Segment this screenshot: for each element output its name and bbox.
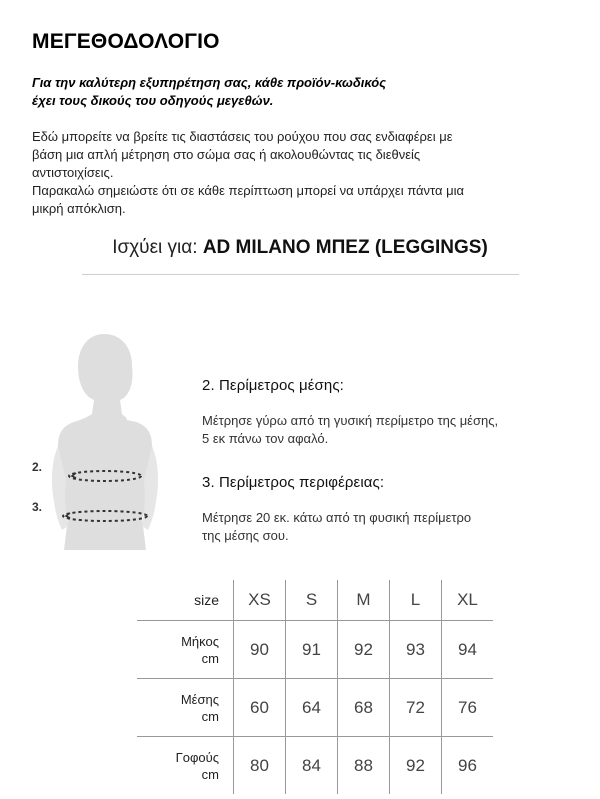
intro-bold-line: έχει τους δικούς του οδηγούς μεγεθών.: [32, 93, 274, 108]
table-header-row: [137, 580, 493, 621]
size-l: L: [390, 580, 442, 621]
hips-description: [202, 509, 572, 545]
intro-text: [32, 128, 572, 218]
table-row: [137, 737, 493, 795]
row-label-length: [137, 621, 234, 679]
size-s: S: [286, 580, 338, 621]
waist-description: [202, 412, 572, 448]
table-cell: 76: [442, 679, 494, 737]
table-cell: 68: [338, 679, 390, 737]
waist-description-line: 5 εκ πάνω τον αφαλό.: [202, 431, 329, 446]
table-cell: 60: [234, 679, 286, 737]
table-cell: 88: [338, 737, 390, 795]
intro-bold-line: Για την καλύτερη εξυπηρέτηση σας, κάθε προϊόν-κωδικός: [32, 75, 387, 90]
body-figure: [28, 330, 188, 560]
size-header-label: size: [137, 580, 234, 621]
table-cell: 92: [338, 621, 390, 679]
table-cell: 80: [234, 737, 286, 795]
row-label-hips: [137, 737, 234, 795]
row-label-unit: cm: [201, 708, 219, 724]
row-label-line: Γοφούς: [175, 749, 219, 765]
intro-bold-text: [32, 74, 572, 110]
waist-label: 2.: [32, 460, 43, 474]
row-label-unit: cm: [201, 766, 219, 782]
intro-line: αντιστοιχίσεις.: [32, 165, 114, 180]
table-cell: 84: [286, 737, 338, 795]
hips-heading: 3. Περίμετρος περιφέρειας:: [202, 474, 385, 491]
size-xs: XS: [234, 580, 286, 621]
table-row: [137, 679, 493, 737]
female-silhouette-icon: [28, 330, 188, 560]
hips-description-line: της μέσης σου.: [202, 528, 289, 543]
page-title: ΜΕΓΕΘΟΔΟΛΟΓΙΟ: [32, 30, 220, 53]
size-m: M: [338, 580, 390, 621]
size-xl: XL: [442, 580, 494, 621]
table-cell: 91: [286, 621, 338, 679]
waist-description-line: Μέτρησε γύρω από τη γυσική περίμετρο της μέσης,: [202, 413, 499, 428]
waist-heading: 2. Περίμετρος μέσης:: [202, 377, 344, 394]
hips-description-line: Μέτρησε 20 εκ. κάτω από τη φυσική περίμετρο: [202, 510, 472, 525]
size-table: [137, 580, 493, 794]
table-row: [137, 621, 493, 679]
row-label-waist: [137, 679, 234, 737]
table-cell: 96: [442, 737, 494, 795]
intro-line: μικρή απόκλιση.: [32, 201, 126, 216]
table-cell: 72: [390, 679, 442, 737]
table-cell: 90: [234, 621, 286, 679]
hips-label: 3.: [32, 500, 43, 514]
table-cell: 94: [442, 621, 494, 679]
row-label-line: Μήκος: [181, 633, 219, 649]
intro-line: Παρακαλώ σημειώστε ότι σε κάθε περίπτωση μπορεί να υπάρχει πάντα μια: [32, 183, 464, 198]
product-name: AD MILANO ΜΠΕΖ (LEGGINGS): [202, 237, 488, 258]
divider: [82, 274, 519, 275]
intro-line: Εδώ μπορείτε να βρείτε τις διαστάσεις του ρούχου που σας ενδιαφέρει με: [32, 129, 453, 144]
row-label-line: Μέσης: [180, 691, 219, 707]
table-cell: 93: [390, 621, 442, 679]
intro-line: βάση μια απλή μέτρηση στο σώμα σας ή ακολουθώντας τις διεθνείς: [32, 147, 421, 162]
applies-to: [0, 237, 600, 259]
row-label-unit: cm: [201, 650, 219, 666]
table-cell: 64: [286, 679, 338, 737]
applies-prefix: Ισχύει για:: [112, 237, 198, 258]
table-cell: 92: [390, 737, 442, 795]
